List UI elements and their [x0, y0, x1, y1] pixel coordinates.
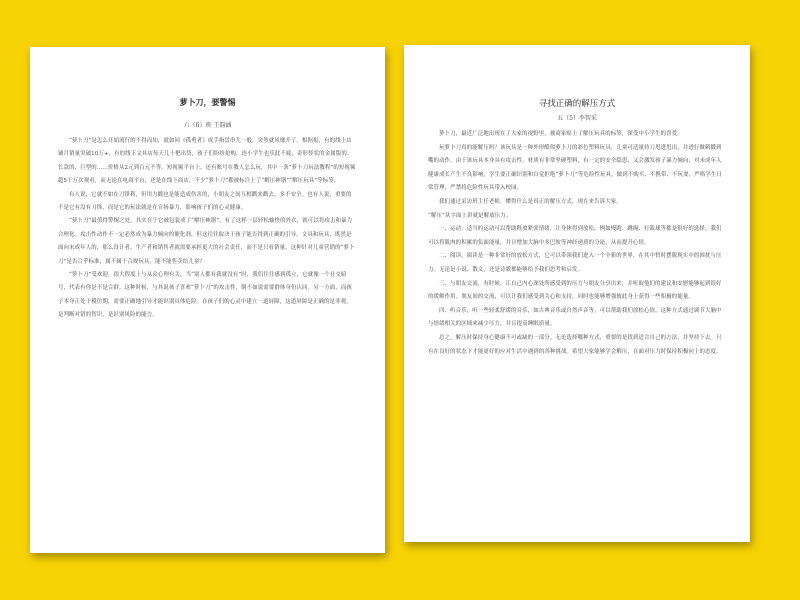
essay-title: 萝卜刀，要警惕: [179, 97, 236, 107]
essay-paragraph: 一、运动，适当的运动可以帮助释放紧张情绪，让身体得到放松。例如慢跑、跳绳、打篮球等都是很好的选择，我们可以将肌肉的积累的负面能量，并且增加大脑中多巴胺等神经递质的分泌，从而提升心情。: [428, 226, 722, 246]
essay-title: 寻找正确的解压方式: [538, 99, 616, 109]
essay-paragraph: 有人说，它就不如在刀锋利，但用力戳也是能造成伤害的，小朋友之间互相戳来戳去，多不安全。也有人说，重要的不是它有没有刀锋，而是它的玩法就是在宣扬暴力，影响孩子们的心灵健康。: [58, 191, 352, 212]
essay-author: 六（6）班 王韵涵: [183, 122, 232, 129]
essay-paragraph: 二、阅读，阅读是一种非常好的放松方式，它可以带领我们进入一个全新的世界，在其中暂时摆脱现实中的困扰与压力。无论是小说、散文，还是诗歌都能够给予我们思考和启发。: [428, 253, 722, 273]
essay-paragraph: 总之，解压时保持身心健康不可或缺的一部分。无论选择哪种方式，重要的是找到适合自己的方法，并坚持下去。只有在良好的状态下才能更好的应对生活中遇到的各种挑战。希望大家能够学会解压，在面对压力时保持积极向上的态度。: [428, 334, 722, 355]
essay-paragraph: “萝卜刀”最值得警惕之处，其实在于它被包装成了“解压神器”。有了这样一层轻松愉快的外衣，就可以将攻击和暴力合理化。攻击性动作不一定必然成为暴力倾向的催化剂，但这往往取决于孩子能否得到正确的引导。文具和玩具，既然是面向未成年人的，那么设计者、生产者和销售者就需要承担更大的社会责任，而不是只看销量。这种针对儿童营销的“萝卜刀”是否合乎标准，属不属于合规玩具，能不能售卖给儿童？: [58, 218, 355, 265]
essay-author: 五（5）李智采: [557, 115, 597, 122]
essay-page-left: [30, 47, 385, 553]
essay-paragraph: 四、听音乐，听一些轻柔舒缓的音乐，如古典音乐或自然声音等，可以帮助我们放松心情。这种方式通过调节大脑中与情绪相关的区域来减少压力，并且提高睡眠质量。: [428, 307, 722, 328]
essay-page-right: [404, 45, 750, 542]
essay-paragraph: “萝卜刀”是怎么开始流行的不得而知，就如同《孤勇者》成手指盘串儿一般，突然就风靡开了。根据报，有的线上店铺月销量突破10万+，有的线下文具店每天几十把出货，孩子们纷纷抢购，连小学生也乐此不疲，奇形怪状的金属版的、长款的、巨型的……价格从2元到百元不等。短视频平台上，还有账号在教人怎么玩，其中一条“萝卜刀玩法教程”的短视频超5千万次观看，而无论在电商平台，还是在线下商店，不少“萝卜刀”都被标注上了“解压神器”“解压玩具”等标签。: [58, 138, 356, 185]
essay-paragraph: 我们通过采访班主任老师，懂得什么是真正的解压方式，现在来告诉大家。: [439, 198, 622, 205]
essay-paragraph: 三、与朋友交流，有时候，江自己内心深处所感受到的压力与朋友分享出来，并听取他们的建议和安慰能够起到很好的缓解作用。朋友间的交流，可以让我们感受到关心和支持，同时也能够增强彼此身上获得一些积极的能量。: [428, 280, 722, 301]
essay-paragraph: 萝卜刀，最近广泛地出现在了大家的视野里，被商家贴上了解压玩具的标签，深受中小学生的喜爱。: [439, 131, 683, 137]
essay-paragraph: “萝卜刀”受欢迎，很大程度上与从众心理有关，当“别人都有我就没有”时，我们往往感到孤立，它就像一个社交暗号，代表有你是不是合群。这种时候，与其说孩子喜欢“萝卜刀”的攻击性，倒不如说需要群体身份认同。另一方面，而孩子本身正处于模仿期，需要正确地引导才能识别具体危险。在孩子们的心灵中建立一道屏障，这道屏障是正确的是非观，是判断对错的智识，是识别风险的能力。: [58, 272, 352, 319]
essay-paragraph: “解压”从字面上讲就是解放压力。: [428, 212, 512, 219]
essay-paragraph: 玩萝卜刀真的能解压吗？该玩具是一种外形酷似萝卜刀的彩色塑料玩具，儿童可适量持刀甩进甩出，并进行做刺戳到嘴的动作。由于该玩具本身具有攻击性，材质有非常坚硬塑料，有一定的安全隐患，又会激发孩子暴力倾向，对未成年人健康成长产生不良影响。学生要正确识别和自觉拒绝“萝卜刀”等危险性玩具，做到不购买、不携带、不玩耍，严格学生日常管理，严禁将危险性玩具带入校园。: [428, 144, 722, 192]
